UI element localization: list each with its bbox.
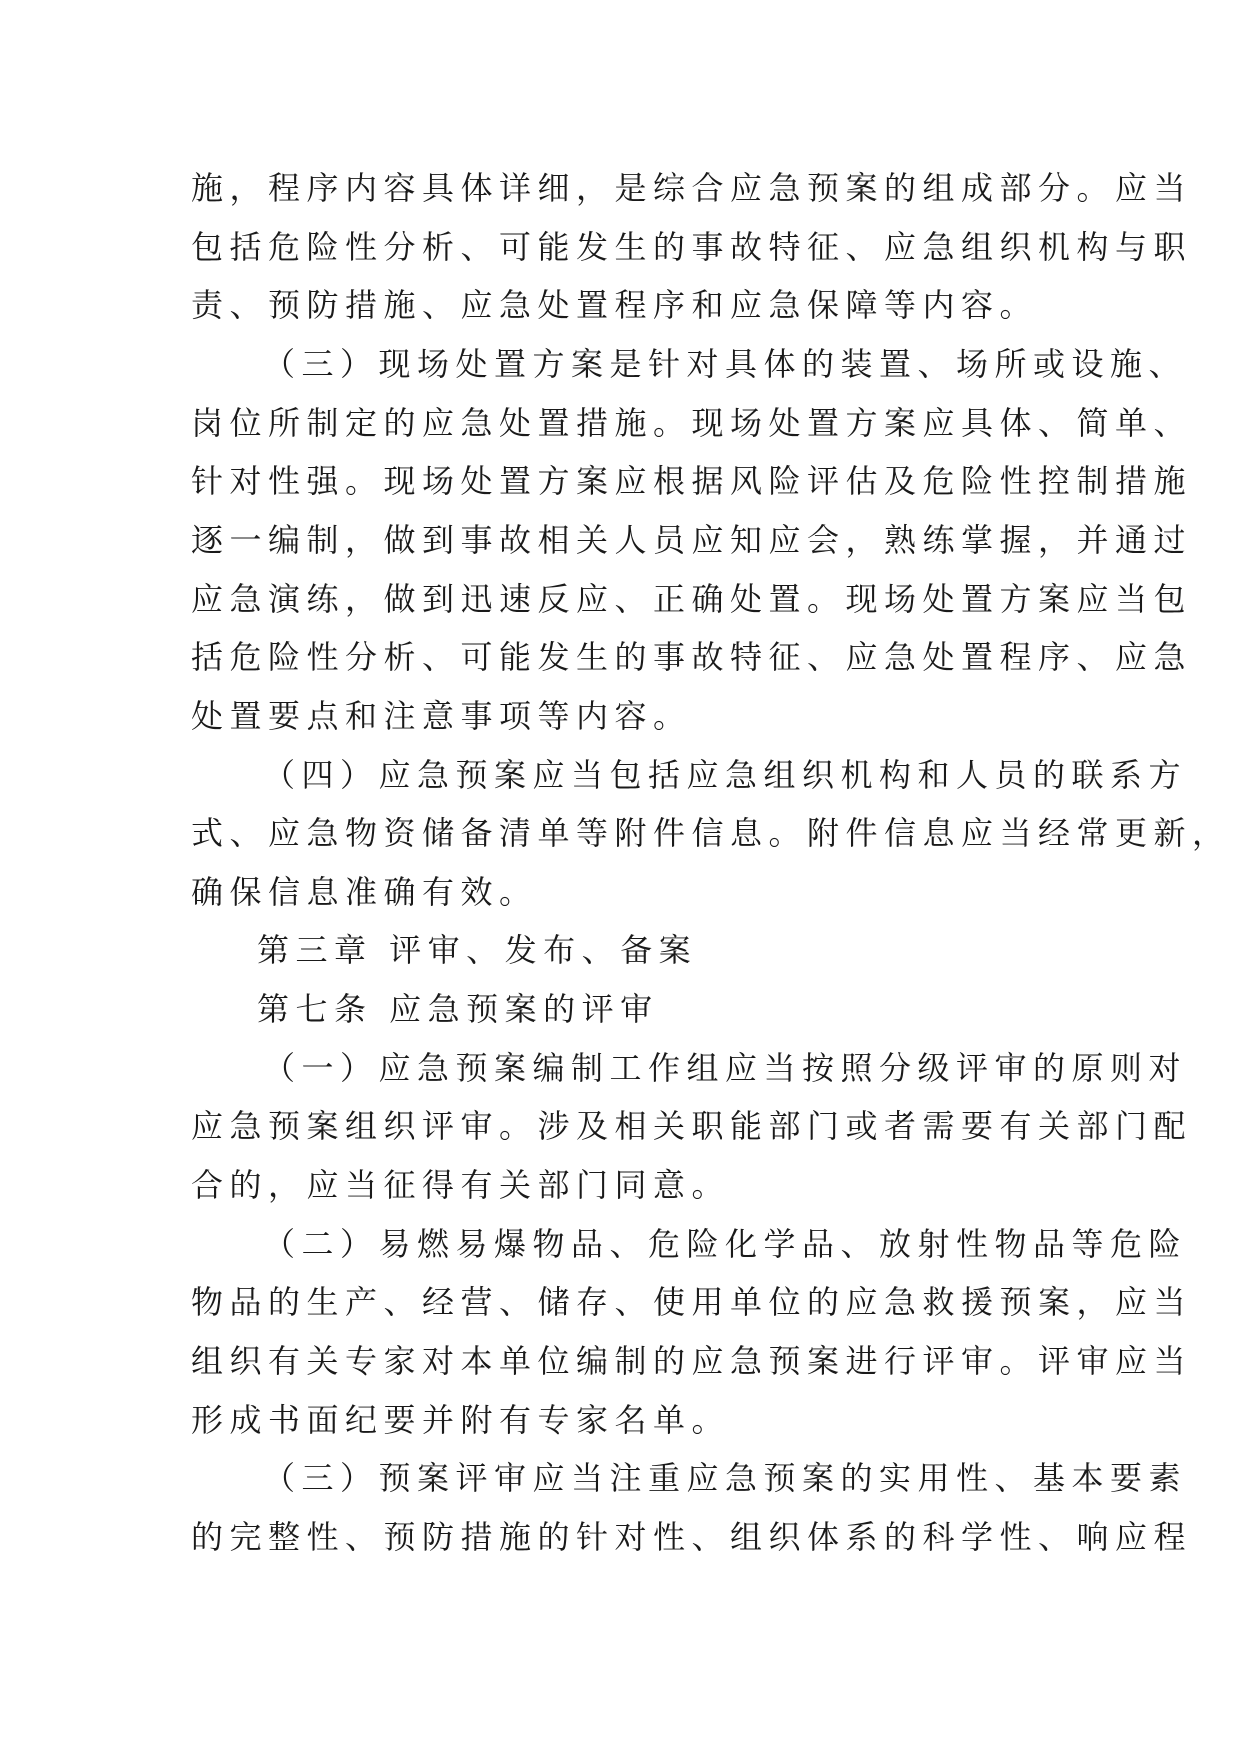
text-line: 逐一编制，做到事故相关人员应知应会，熟练掌握，并通过 [191,521,1193,559]
text-line: 包括危险性分析、可能发生的事故特征、应急组织机构与职 [191,228,1193,266]
text-line: 组织有关专家对本单位编制的应急预案进行评审。评审应当 [191,1342,1193,1380]
text-line: 括危险性分析、可能发生的事故特征、应急处置程序、应急 [191,638,1193,676]
text-line: 岗位所制定的应急处置措施。现场处置方案应具体、简单、 [191,404,1193,442]
text-line: 的完整性、预防措施的针对性、组织体系的科学性、响应程 [191,1518,1193,1556]
text-line: 式、应急物资储备清单等附件信息。附件信息应当经常更新， [191,814,1231,852]
text-line: （三）现场处置方案是针对具体的装置、场所或设施、 [263,345,1188,383]
text-line: （四）应急预案应当包括应急组织机构和人员的联系方 [263,756,1188,794]
text-line: 合的，应当征得有关部门同意。 [191,1166,731,1204]
text-line: 确保信息准确有效。 [191,873,538,911]
text-line: 施，程序内容具体详细，是综合应急预案的组成部分。应当 [191,169,1193,207]
text-line: 针对性强。现场处置方案应根据风险评估及危险性控制措施 [191,462,1193,500]
article-heading: 第七条 应急预案的评审 [257,990,659,1028]
text-line: （一）应急预案编制工作组应当按照分级评审的原则对 [263,1049,1188,1087]
text-line: 应急预案组织评审。涉及相关职能部门或者需要有关部门配 [191,1107,1193,1145]
text-line: 应急演练，做到迅速反应、正确处置。现场处置方案应当包 [191,580,1193,618]
text-line: （二）易燃易爆物品、危险化学品、放射性物品等危险 [263,1225,1188,1263]
chapter-heading: 第三章 评审、发布、备案 [257,931,698,969]
text-line: （三）预案评审应当注重应急预案的实用性、基本要素 [263,1459,1188,1497]
text-line: 物品的生产、经营、储存、使用单位的应急救援预案，应当 [191,1283,1193,1321]
text-line: 责、预防措施、应急处置程序和应急保障等内容。 [191,286,1039,324]
text-line: 处置要点和注意事项等内容。 [191,697,692,735]
text-line: 形成书面纪要并附有专家名单。 [191,1401,731,1439]
